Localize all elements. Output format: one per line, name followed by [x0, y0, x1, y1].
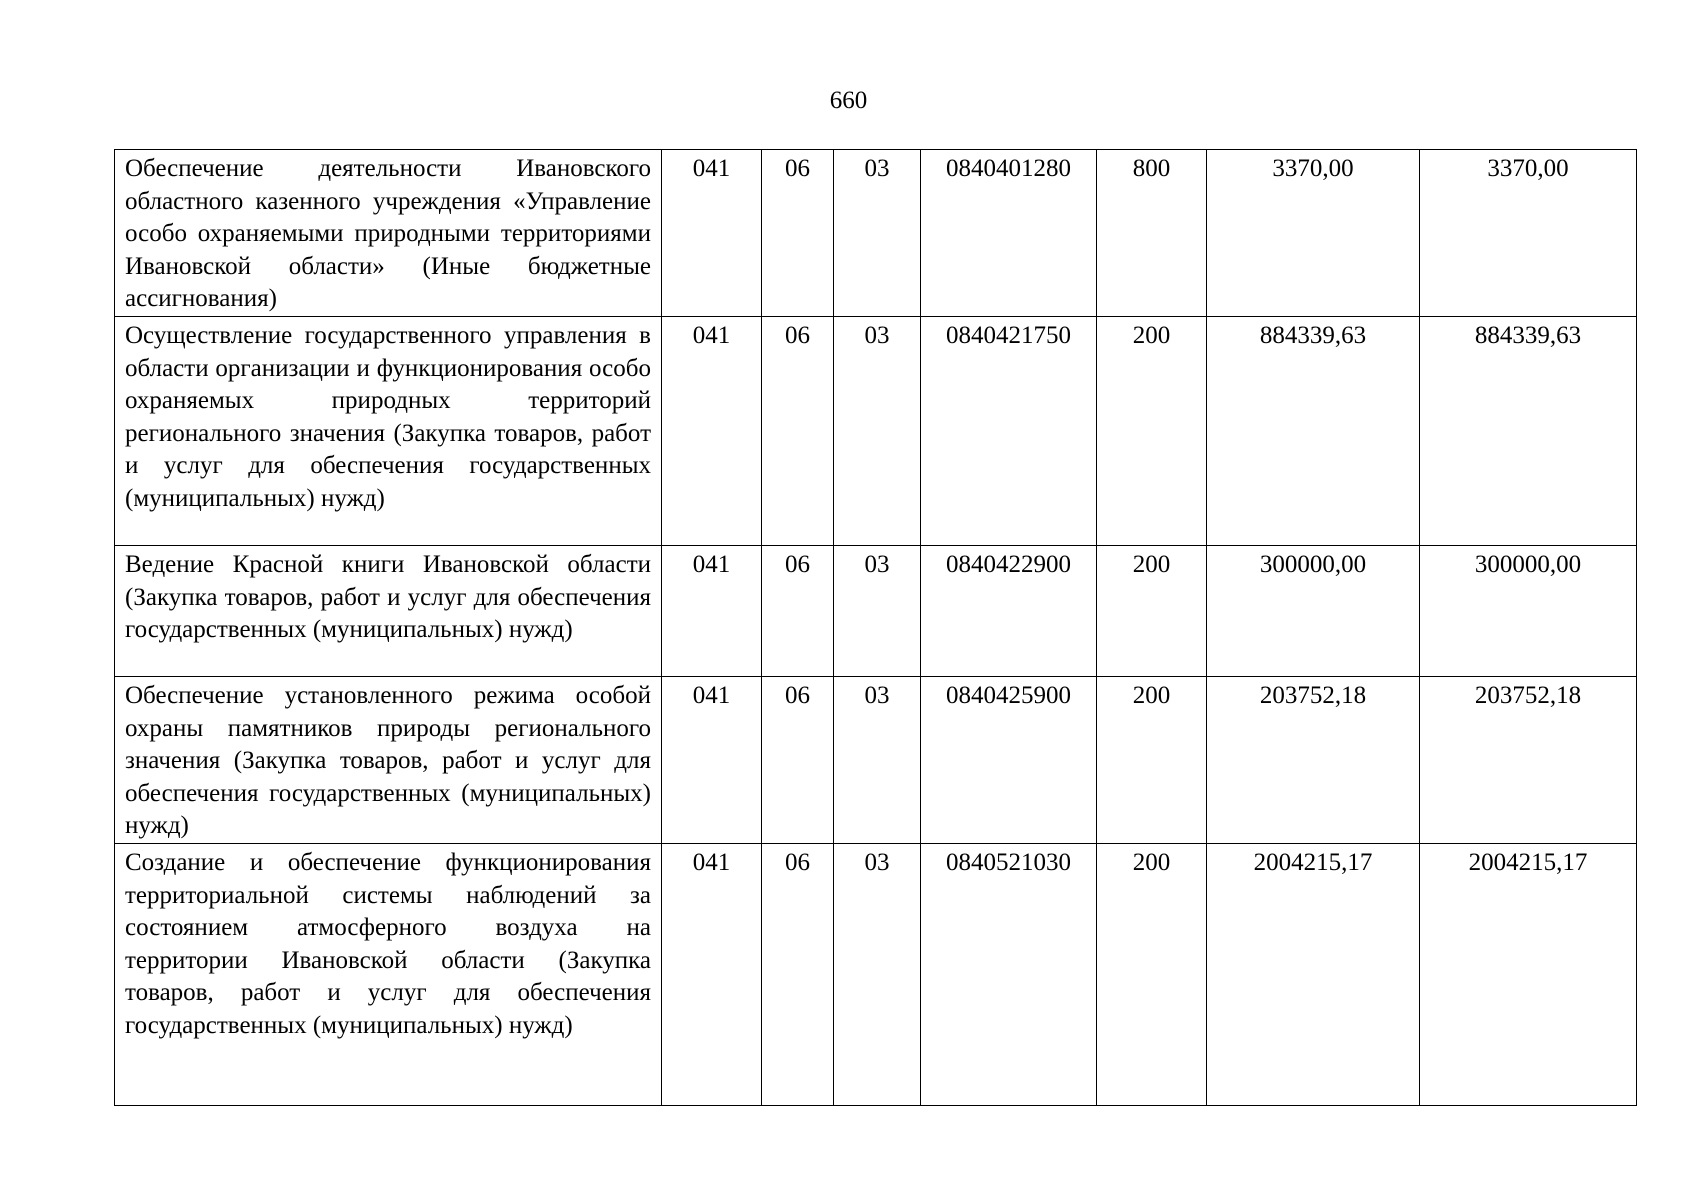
- subsection-code: 03: [834, 150, 921, 317]
- amount-first: 203752,18: [1207, 676, 1420, 843]
- department-code: 041: [662, 843, 762, 1105]
- expense-type-code: 200: [1097, 676, 1207, 843]
- page-number: 660: [829, 87, 868, 114]
- department-code: 041: [662, 150, 762, 317]
- table-row: [115, 150, 1637, 317]
- target-article-code: 0840401280: [921, 150, 1097, 317]
- section-code: 06: [762, 843, 834, 1105]
- target-article-code: 0840421750: [921, 316, 1097, 545]
- target-article-code: 0840425900: [921, 676, 1097, 843]
- amount-second: 300000,00: [1420, 545, 1637, 676]
- department-code: 041: [662, 316, 762, 545]
- section-code: 06: [762, 316, 834, 545]
- department-code: 041: [662, 545, 762, 676]
- row-description: Ведение Красной книги Ивановской области (Закупка товаров, работ и услуг для обеспечения государственных (муниципальных) нужд): [115, 545, 662, 676]
- expense-type-code: 200: [1097, 843, 1207, 1105]
- amount-first: 300000,00: [1207, 545, 1420, 676]
- amount-second: 2004215,17: [1420, 843, 1637, 1105]
- amount-first: 3370,00: [1207, 150, 1420, 317]
- amount-first: 884339,63: [1207, 316, 1420, 545]
- table-row: [115, 545, 1637, 676]
- expense-type-code: 200: [1097, 316, 1207, 545]
- table-row: [115, 843, 1637, 1105]
- budget-table: [114, 149, 1637, 1106]
- section-code: 06: [762, 676, 834, 843]
- subsection-code: 03: [834, 316, 921, 545]
- target-article-code: 0840521030: [921, 843, 1097, 1105]
- table-row: [115, 316, 1637, 545]
- subsection-code: 03: [834, 545, 921, 676]
- row-description: Создание и обеспечение функционирования территориальной системы наблюдений за состоянием атмосферного воздуха на территории Ивановской области (Закупка товаров, работ и услуг для обеспечения государственных (муниципальных) нужд): [115, 843, 662, 1105]
- department-code: 041: [662, 676, 762, 843]
- table-row: [115, 676, 1637, 843]
- target-article-code: 0840422900: [921, 545, 1097, 676]
- amount-second: 884339,63: [1420, 316, 1637, 545]
- row-description: Обеспечение установленного режима особой охраны памятников природы регионального значения (Закупка товаров, работ и услуг для обеспечения государственных (муниципальных) нужд): [115, 676, 662, 843]
- expense-type-code: 200: [1097, 545, 1207, 676]
- subsection-code: 03: [834, 843, 921, 1105]
- row-description: Обеспечение деятельности Ивановского областного казенного учреждения «Управление особо охраняемыми природными территориями Ивановской области» (Иные бюджетные ассигнования): [115, 150, 662, 317]
- section-code: 06: [762, 545, 834, 676]
- amount-first: 2004215,17: [1207, 843, 1420, 1105]
- subsection-code: 03: [834, 676, 921, 843]
- amount-second: 203752,18: [1420, 676, 1637, 843]
- amount-second: 3370,00: [1420, 150, 1637, 317]
- section-code: 06: [762, 150, 834, 317]
- expense-type-code: 800: [1097, 150, 1207, 317]
- row-description: Осуществление государственного управления в области организации и функционирования особо охраняемых природных территорий регионального значения (Закупка товаров, работ и услуг для обеспечения государственных (муниципальных) нужд): [115, 316, 662, 545]
